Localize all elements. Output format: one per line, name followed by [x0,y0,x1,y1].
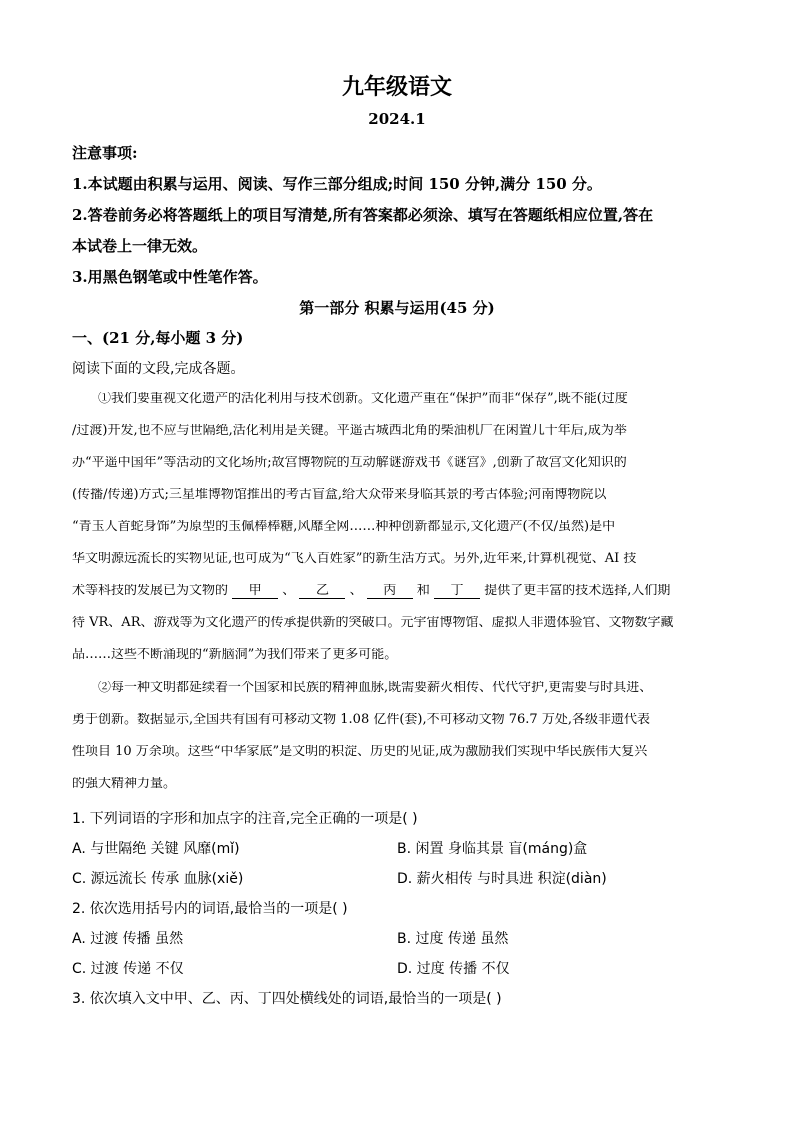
section-title: 第一部分 积累与运用(45 分) [299,299,495,317]
blank-ding: 丁 [434,584,480,599]
passage-1-line-7-after: 提供了更丰富的技术选择,人们期 [484,584,671,598]
question-1-option-b: B. 闲置 身临其景 盲(máng)盒 [397,841,588,857]
question-2-stem: 2. 依次选用括号内的词语,最恰当的一项是( ) [72,901,348,917]
passage-1-line-2: /过渡)开发,也不应与世隔绝,活化利用是关键。平遥古城西北角的柴油机厂在闲置几十年后,成为举 [72,424,627,437]
notice-item-1: 1.本试题由积累与运用、阅读、写作三部分组成;时间 150 分钟,满分 150 分。 [72,175,602,193]
notice-item-2-line-1: 2.答卷前务必将答题纸上的项目写清楚,所有答案都必须涂、填写在答题纸相应位置,答在 [72,206,654,224]
notice-heading: 注意事项: [72,144,138,162]
passage-2-line-1: ②每一种文明都延续着一个国家和民族的精神血脉,既需要薪火相传、代代守护,更需要与时具进、 [98,681,653,694]
question-2-option-d: D. 过度 传播 不仅 [397,961,510,977]
passage-1-line-3: 办“平遥中国年”等活动的文化场所;故宫博物院的互动解谜游戏书《谜宫》,创新了故宫文化知识的 [72,456,627,469]
question-2-option-a: A. 过渡 传播 虽然 [72,931,184,947]
passage-1-line-1: ①我们要重视文化遗产的活化利用与技术创新。文化遗产重在“保护”而非“保存”,既不能(过度 [98,392,628,405]
question-1-option-c: C. 源远流长 传承 血脉(xiě) [72,871,244,887]
passage-1-line-4: (传播/传递)方式;三星堆博物馆推出的考古盲盒,给大众带来身临其景的考古体验;河南博物院以 [72,488,607,501]
passage-1-line-6: 华文明源远流长的实物见证,也可成为“飞入百姓家”的新生活方式。另外,近年来,计算机视觉、AI 技 [72,552,637,565]
passage-1-line-9: 品……这些不断涌现的“新脑洞”为我们带来了更多可能。 [72,648,398,661]
notice-item-3: 3.用黑色钢笔或中性笔作答。 [72,268,268,286]
page-title: 九年级语文 [341,74,452,100]
blank-yi: 乙 [299,584,345,599]
passage-1-line-7-before: 术等科技的发展已为文物的 [72,584,229,598]
question-2-option-b: B. 过度 传递 虽然 [397,931,509,947]
passage-2-line-2: 勇于创新。数据显示,全国共有国有可移动文物 1.08 亿件(套),不可移动文物 76.7 万处,各级非遗代表 [72,713,650,726]
passage-2-line-3: 性项目 10 万余项。这些“中华家底”是文明的积淀、历史的见证,成为激励我们实现中华民族伟大复兴 [72,745,648,758]
blank-separator-2: 、 [349,584,363,598]
exam-date: 2024.1 [368,110,426,128]
question-3-stem: 3. 依次填入文中甲、乙、丙、丁四处横线处的词语,最恰当的一项是( ) [72,991,502,1007]
blank-separator-1: 、 [282,584,296,598]
question-1-stem: 1. 下列词语的字形和加点字的注音,完全正确的一项是( ) [72,811,418,827]
question-1-option-d: D. 薪火相传 与时具进 积淀(diàn) [397,871,607,887]
reading-instruction: 阅读下面的文段,完成各题。 [72,361,245,377]
passage-1-line-5: “青玉人首蛇身饰”为原型的玉佩棒棒糖,风靡全网……种种创新都显示,文化遗产(不仅/虽然)是中 [72,520,616,533]
passage-2-line-4: 的强大精神力量。 [72,777,177,790]
passage-1-line-7 [72,584,722,599]
blank-bing: 丙 [367,584,413,599]
question-group-heading: 一、(21 分,每小题 3 分) [72,329,244,347]
blank-separator-3: 和 [416,584,430,598]
question-2-option-c: C. 过渡 传递 不仅 [72,961,184,977]
passage-1-line-8: 待 VR、AR、游戏等为文化遗产的传承提供新的突破口。元宇宙博物馆、虚拟人非遗体验官、文物数字藏 [72,616,674,629]
question-1-option-a: A. 与世隔绝 关键 风靡(mǐ) [72,841,240,857]
notice-item-2-line-2: 本试卷上一律无效。 [72,237,208,255]
blank-jia: 甲 [232,584,278,599]
